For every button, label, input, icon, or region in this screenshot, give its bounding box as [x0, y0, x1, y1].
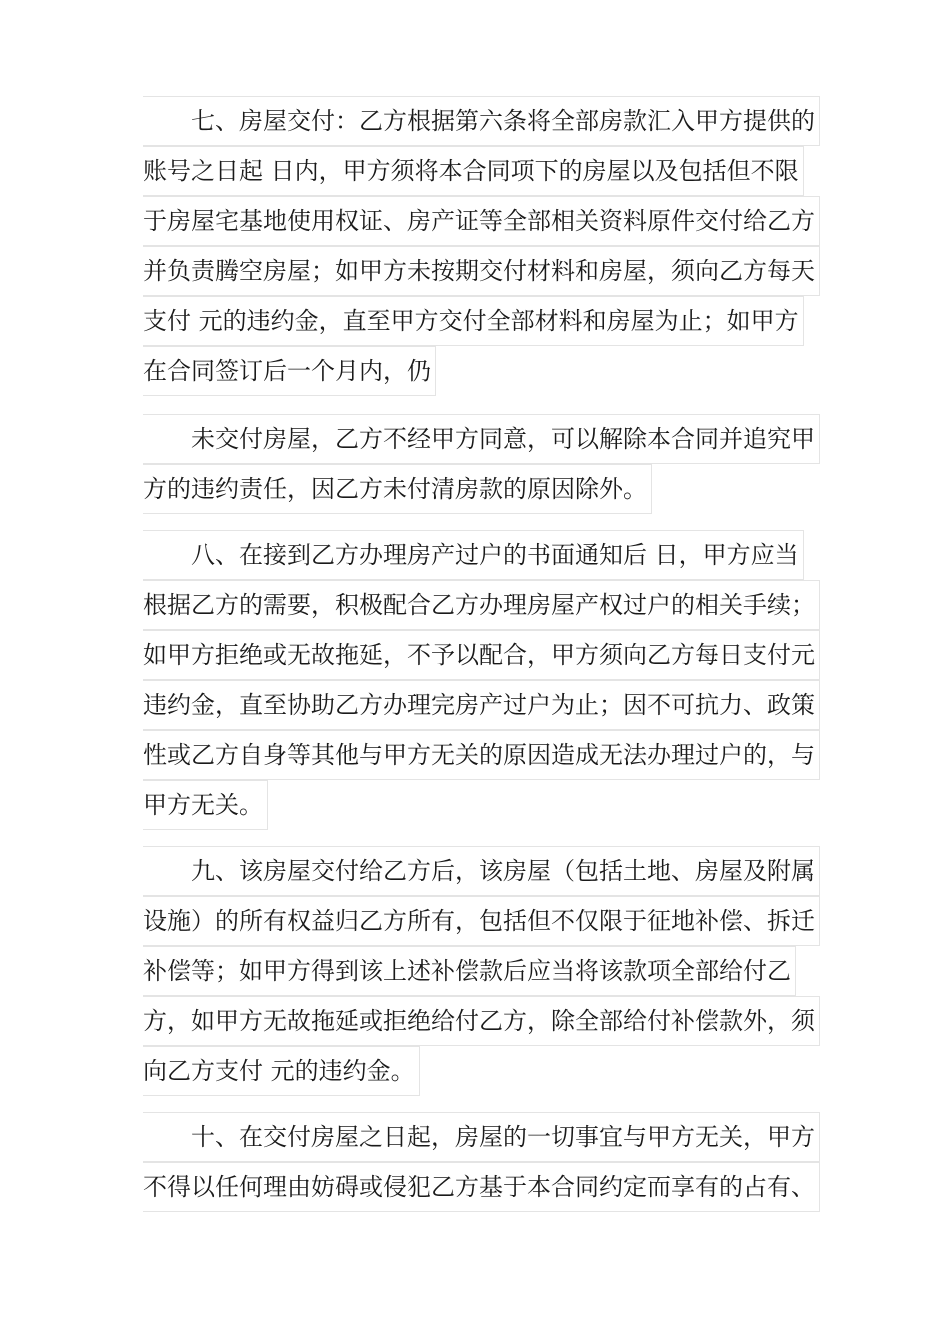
text-line: 八、在接到乙方办理房产过户的书面通知后 日，甲方应当: [143, 530, 823, 580]
clause-10: [143, 1112, 823, 1212]
text-line: 支付 元的违约金，直至甲方交付全部材料和房屋为止；如甲方: [143, 296, 823, 346]
text-line: 账号之日起 日内，甲方须将本合同项下的房屋以及包括但不限: [143, 146, 823, 196]
clause-7: [143, 96, 823, 396]
text-line: 方的违约责任，因乙方未付清房款的原因除外。: [143, 464, 823, 514]
clause-7-continued: [143, 414, 823, 514]
text-line: 根据乙方的需要，积极配合乙方办理房屋产权过户的相关手续；: [143, 580, 823, 630]
text-line: 设施）的所有权益归乙方所有，包括但不仅限于征地补偿、拆迁: [143, 896, 823, 946]
text-line: 十、在交付房屋之日起，房屋的一切事宜与甲方无关，甲方: [143, 1112, 823, 1162]
clause-8: [143, 530, 823, 830]
text-line: 并负责腾空房屋；如甲方未按期交付材料和房屋，须向乙方每天: [143, 246, 823, 296]
text-line: 不得以任何理由妨碍或侵犯乙方基于本合同约定而享有的占有、: [143, 1162, 823, 1212]
text-line: 性或乙方自身等其他与甲方无关的原因造成无法办理过户的，与: [143, 730, 823, 780]
text-line: 甲方无关。: [143, 780, 823, 830]
text-line: 九、该房屋交付给乙方后，该房屋（包括土地、房屋及附属: [143, 846, 823, 896]
text-line: 向乙方支付 元的违约金。: [143, 1046, 823, 1096]
text-line: 七、房屋交付：乙方根据第六条将全部房款汇入甲方提供的: [143, 96, 823, 146]
text-line: 在合同签订后一个月内，仍: [143, 346, 823, 396]
text-line: 方，如甲方无故拖延或拒绝给付乙方，除全部给付补偿款外，须: [143, 996, 823, 1046]
text-line: 如甲方拒绝或无故拖延，不予以配合，甲方须向乙方每日支付元: [143, 630, 823, 680]
text-line: 未交付房屋，乙方不经甲方同意，可以解除本合同并追究甲: [143, 414, 823, 464]
clause-9: [143, 846, 823, 1096]
text-line: 违约金，直至协助乙方办理完房产过户为止；因不可抗力、政策: [143, 680, 823, 730]
text-line: 于房屋宅基地使用权证、房产证等全部相关资料原件交付给乙方: [143, 196, 823, 246]
text-line: 补偿等；如甲方得到该上述补偿款后应当将该款项全部给付乙: [143, 946, 823, 996]
